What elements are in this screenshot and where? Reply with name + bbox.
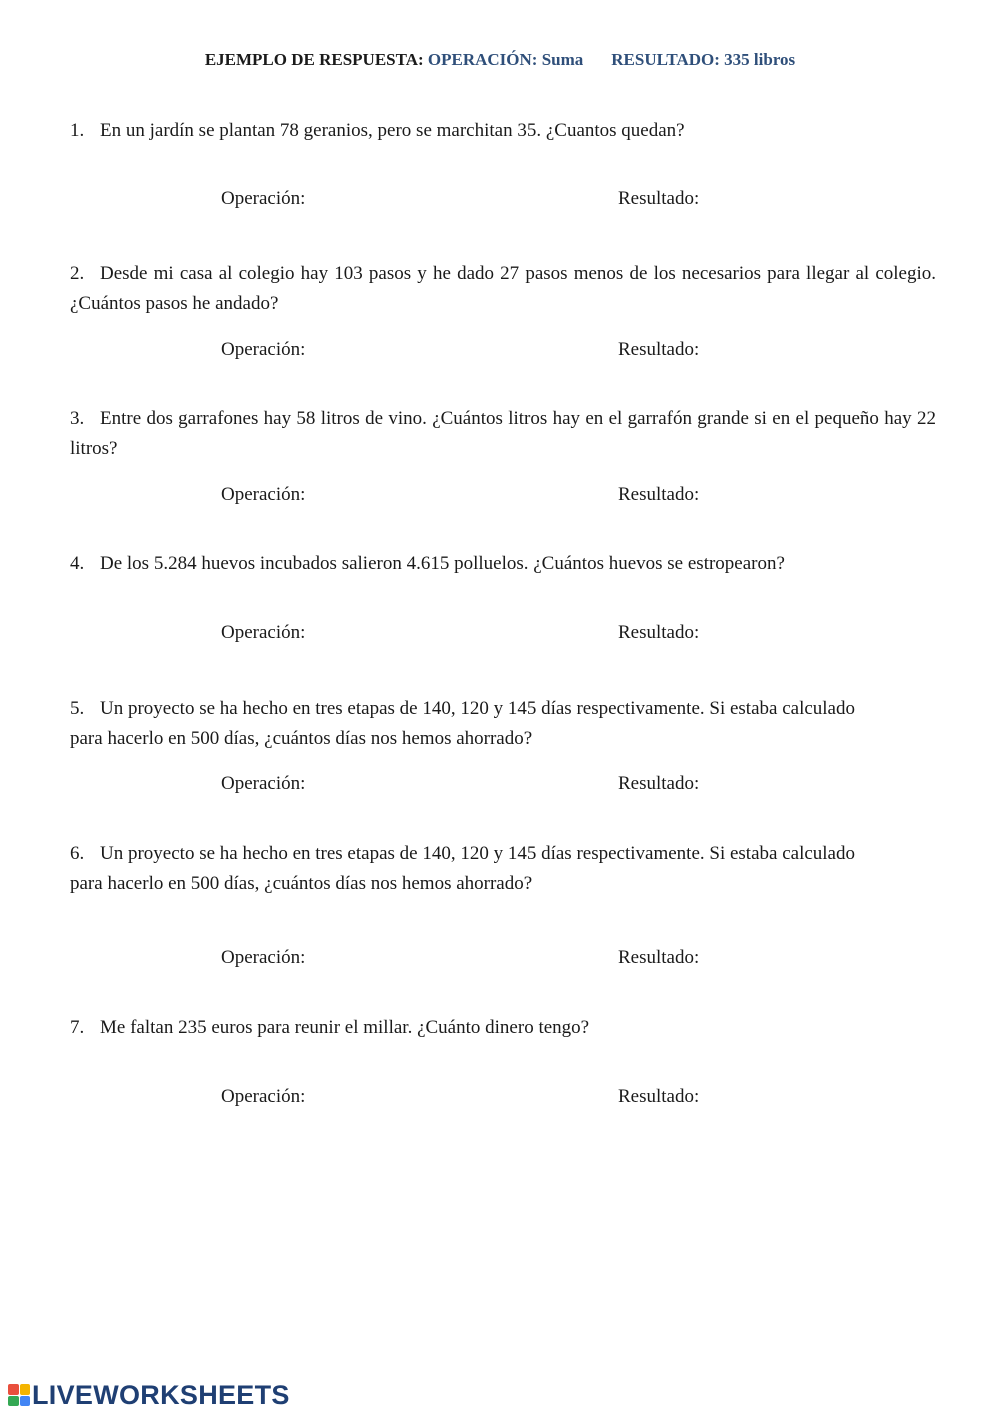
result-label: Resultado: [618, 622, 700, 643]
example-operation: OPERACIÓN: Suma [427, 50, 584, 69]
operation-label: Operación: [221, 622, 306, 643]
question-text: Un proyecto se ha hecho en tres etapas de 140, 120 y 145 días respectivamente. Si estaba calculado para hacerlo en 500 días, ¿cuántos días nos hemos ahorrado? [70, 843, 855, 894]
answer-row-4 [0, 622, 1000, 648]
result-label: Resultado: [618, 188, 700, 209]
question-text: Entre dos garrafones hay 58 litros de vino. ¿Cuántos litros hay en el garrafón grande si en el pequeño hay 22 litros? [70, 408, 936, 459]
logo-grid-icon [8, 1384, 30, 1406]
operation-label: Operación: [221, 339, 306, 360]
operation-label: Operación: [221, 188, 306, 209]
question-1 [70, 116, 936, 146]
logo-wordmark: LIVEWORKSHEETS [32, 1379, 290, 1410]
answer-row-7 [0, 1086, 1000, 1112]
question-number: 4. [70, 553, 85, 574]
question-7 [70, 1013, 936, 1043]
question-number: 2. [70, 263, 85, 284]
answer-row-2 [0, 339, 1000, 365]
result-label: Resultado: [618, 484, 700, 505]
example-answer-header [0, 50, 1000, 70]
question-number: 1. [70, 120, 85, 141]
question-number: 6. [70, 843, 85, 864]
question-text: De los 5.284 huevos incubados salieron 4.615 polluelos. ¿Cuántos huevos se estropearon? [100, 553, 785, 574]
result-label: Resultado: [618, 947, 700, 968]
question-number: 3. [70, 408, 85, 429]
question-3 [70, 404, 936, 464]
example-result: RESULTADO: 335 libros [611, 50, 796, 69]
answer-row-6 [0, 947, 1000, 973]
result-label: Resultado: [618, 339, 700, 360]
question-6 [70, 839, 870, 899]
answer-row-5 [0, 773, 1000, 799]
example-colon: : [417, 50, 424, 69]
question-5 [70, 694, 870, 754]
operation-label: Operación: [221, 484, 306, 505]
question-number: 7. [70, 1017, 85, 1038]
question-text: Me faltan 235 euros para reunir el millar. ¿Cuánto dinero tengo? [100, 1017, 590, 1038]
result-label: Resultado: [618, 1086, 700, 1107]
question-4 [70, 549, 936, 579]
question-text: Desde mi casa al colegio hay 103 pasos y he dado 27 pasos menos de los necesarios para llegar al colegio. ¿Cuántos pasos he andado? [70, 263, 936, 314]
question-2 [70, 259, 936, 319]
result-label: Resultado: [618, 773, 700, 794]
operation-label: Operación: [221, 947, 306, 968]
operation-label: Operación: [221, 773, 306, 794]
example-label: EJEMPLO DE RESPUESTA [204, 50, 418, 69]
question-text: Un proyecto se ha hecho en tres etapas de 140, 120 y 145 días respectivamente. Si estaba calculado para hacerlo en 500 días, ¿cuántos días nos hemos ahorrado? [70, 698, 855, 749]
question-text: En un jardín se plantan 78 geranios, pero se marchitan 35. ¿Cuantos quedan? [100, 120, 685, 141]
answer-row-3 [0, 484, 1000, 510]
answer-row-1 [0, 188, 1000, 214]
operation-label: Operación: [221, 1086, 306, 1107]
liveworksheets-logo[interactable] [8, 1380, 290, 1410]
question-number: 5. [70, 698, 85, 719]
